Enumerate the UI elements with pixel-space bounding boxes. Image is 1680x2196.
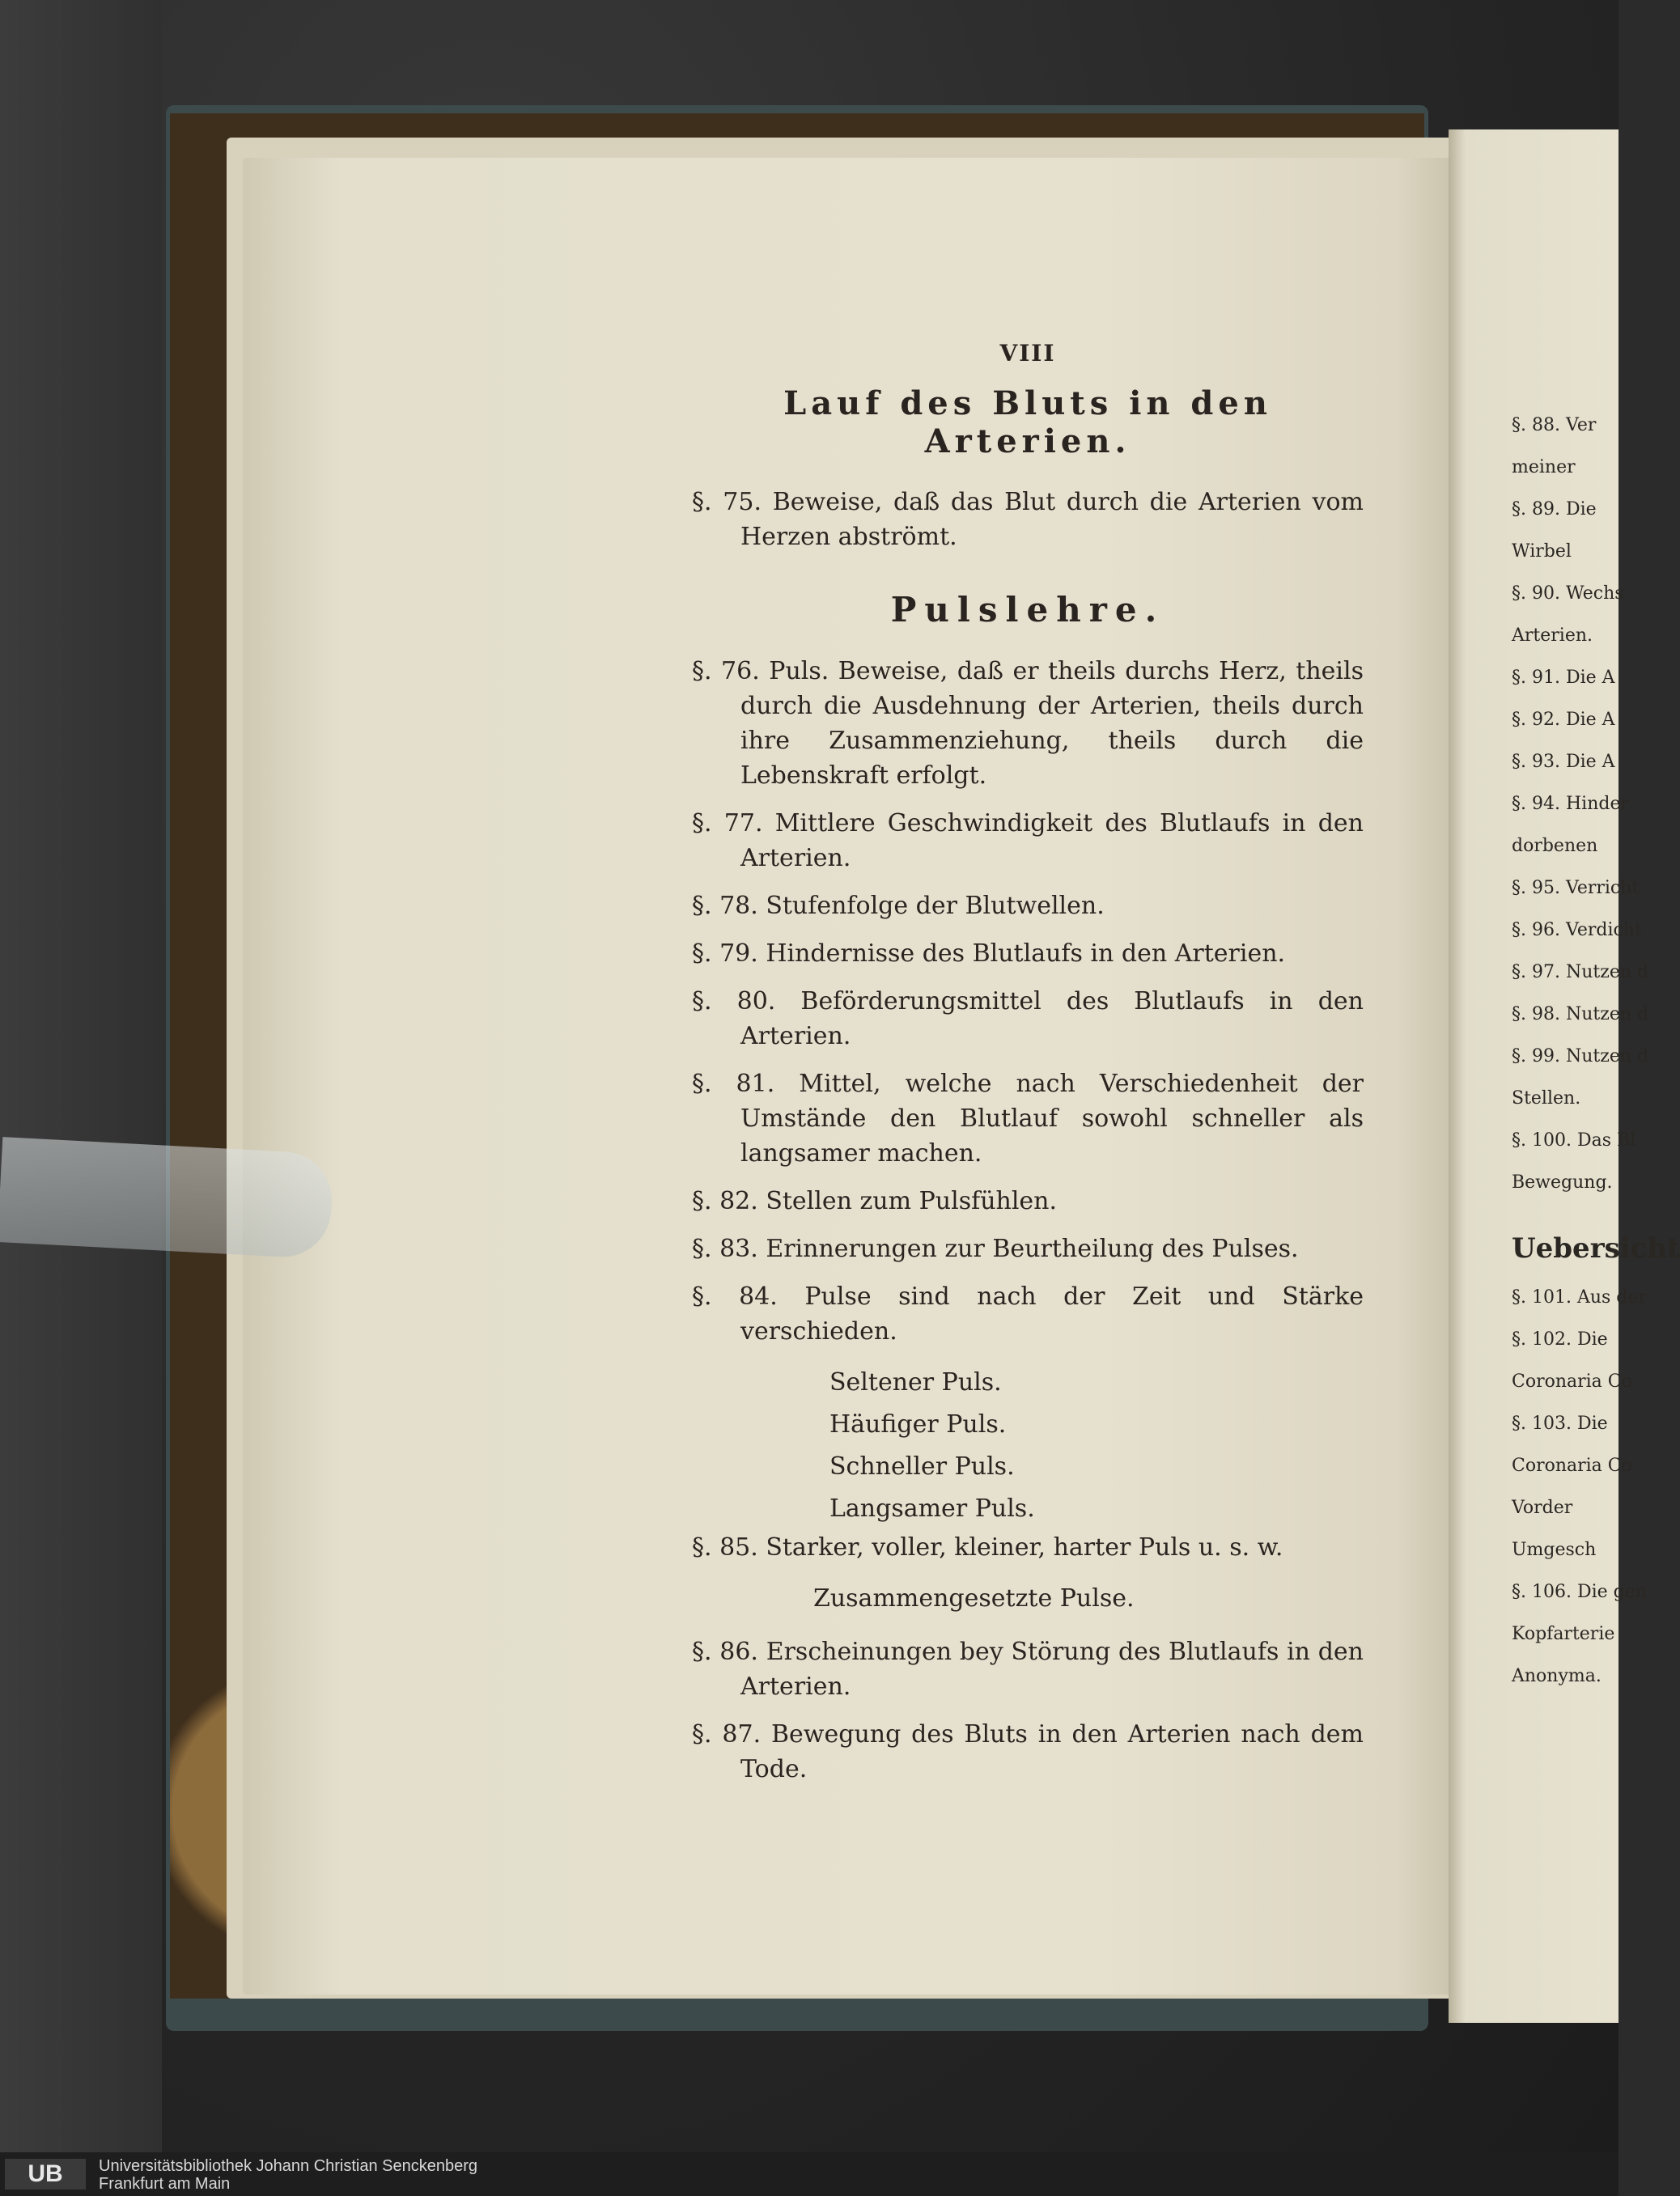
toc-entry: §. 78. Stufenfolge der Blutwellen. [692, 892, 1105, 920]
page-number: VIII [999, 340, 1056, 367]
right-line: §. 92. Die A [1512, 710, 1615, 730]
right-line: §. 106. Die gen [1512, 1582, 1647, 1602]
right-line: §. 96. Verdicht [1512, 920, 1642, 940]
right-line: §. 90. Wechs [1512, 583, 1624, 604]
toc-entry: §. 84. Pulse sind nach der Zeit und Stärke verschieden. [692, 1282, 1364, 1346]
right-line: §. 91. Die A [1512, 668, 1615, 688]
right-page-text [1512, 405, 1680, 1698]
right-heading: Uebersicht [1512, 1232, 1680, 1265]
toc-entry: §. 86. Erscheinungen bey Störung des Blutlaufs in den Arterien. [692, 1638, 1364, 1701]
pulse-type: Seltener Puls. [829, 1368, 1002, 1397]
footer-bar [0, 2152, 1618, 2196]
pulse-type: Schneller Puls. [829, 1452, 1015, 1481]
right-line: Arterien. [1512, 625, 1593, 646]
right-line: §. 99. Nutzen d [1512, 1046, 1649, 1066]
right-line: Bewegung. [1512, 1172, 1613, 1193]
right-line: dorbenen [1512, 836, 1598, 856]
right-line: §. 103. Die [1512, 1414, 1608, 1434]
footer-line-1: Universitätsbibliothek Johann Christian Senckenberg [99, 2157, 478, 2175]
toc-entry: §. 75. Beweise, daß das Blut durch die Arterien vom Herzen abströmt. [692, 488, 1364, 551]
right-line: Vorder [1512, 1498, 1573, 1518]
right-line: Anonyma. [1512, 1666, 1602, 1686]
right-line: Stellen. [1512, 1088, 1581, 1109]
logo-text: UB [28, 2160, 63, 2187]
toc-entry: §. 80. Beförderungsmittel des Blutlaufs in den Arterien. [692, 987, 1364, 1050]
footer-line-2: Frankfurt am Main [99, 2175, 231, 2193]
pulse-type: Langsamer Puls. [829, 1494, 1035, 1523]
right-line: §. 97. Nutzen d [1512, 962, 1649, 982]
page-text [692, 340, 1364, 1800]
right-line: Kopfarterie [1512, 1624, 1615, 1644]
right-line: Coronaria Co [1512, 1456, 1632, 1476]
right-line: §. 102. Die [1512, 1329, 1608, 1350]
right-line: §. 93. Die A [1512, 752, 1615, 772]
right-line: Umgesch [1512, 1540, 1597, 1560]
right-line: §. 95. Verricht [1512, 878, 1640, 898]
toc-entry: §. 76. Puls. Beweise, daß er theils durchs Herz, theils durch die Ausdehnung der Arterien, theils durch ihre Zusammenziehung, theils durch die Lebenskraft erfolgt. [692, 657, 1364, 790]
toc-entry: §. 87. Bewegung des Bluts in den Arterien nach dem Tode. [692, 1720, 1364, 1783]
toc-entry: §. 81. Mittel, welche nach Verschiedenheit der Umstände den Blutlauf sowohl schneller als langsamer machen. [692, 1070, 1364, 1168]
desk-surface [0, 0, 162, 2152]
toc-entry: §. 79. Hindernisse des Blutlaufs in den Arterien. [692, 939, 1286, 968]
pulse-type: Häufiger Puls. [829, 1410, 1007, 1439]
toc-entry: §. 85. Starker, voller, kleiner, harter Puls u. s. w. [692, 1533, 1283, 1562]
right-line: §. 101. Aus der [1512, 1287, 1647, 1308]
right-line: §. 98. Nutzen d [1512, 1004, 1649, 1024]
right-line: §. 94. Hinder [1512, 794, 1629, 814]
toc-entry: §. 82. Stellen zum Pulsfühlen. [692, 1187, 1058, 1215]
right-line: §. 88. Ver [1512, 415, 1597, 435]
right-line: §. 89. Die [1512, 499, 1597, 519]
section-heading: Lauf des Bluts in den Arterien. [783, 384, 1272, 460]
section-heading: Pulslehre. [890, 590, 1165, 630]
right-line: §. 100. Das Bl [1512, 1130, 1636, 1151]
toc-entry: §. 77. Mittlere Geschwindigkeit des Blutlaufs in den Arterien. [692, 809, 1364, 872]
toc-entry: §. 83. Erinnerungen zur Beurtheilung des Pulses. [692, 1235, 1299, 1263]
compound-pulse: Zusammengesetzte Pulse. [813, 1584, 1135, 1613]
glass-page-holder [0, 1137, 334, 1259]
right-line: Wirbel [1512, 541, 1572, 562]
right-line: Coronaria Co [1512, 1371, 1632, 1392]
right-line: meiner [1512, 457, 1576, 477]
library-logo [5, 2159, 86, 2190]
